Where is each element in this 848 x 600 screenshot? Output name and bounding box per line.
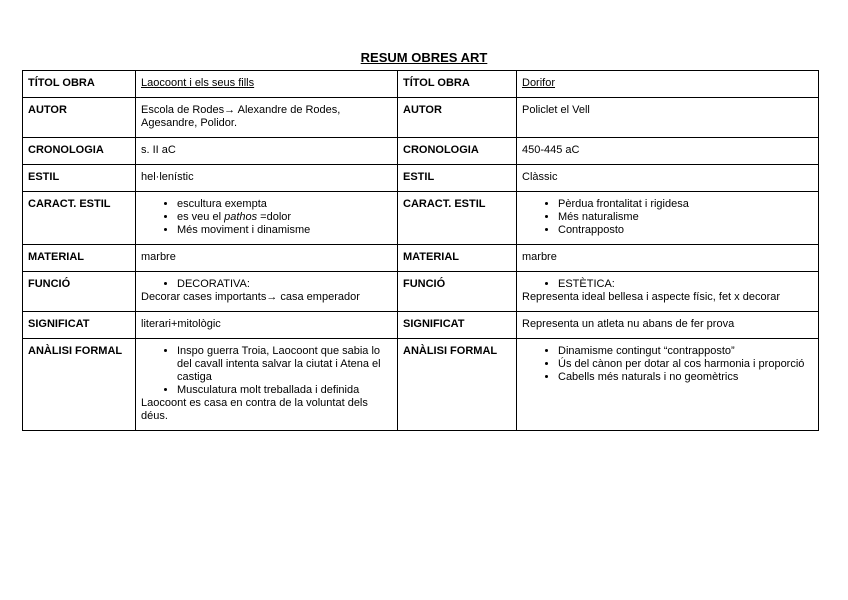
label-significat: SIGNIFICAT — [23, 312, 136, 339]
work1-titol-text: Laocoont i els seus fills — [141, 77, 255, 89]
row-autor — [23, 98, 819, 138]
work1-analisi-text: Laocoont es casa en contra de la voluntat dels déus. — [141, 397, 368, 422]
label-estil-2: ESTIL — [398, 165, 517, 192]
work2-significat: Representa un atleta nu abans de fer prova — [517, 312, 819, 339]
list-item: • Cabells més naturals i no geomètrics — [558, 371, 813, 384]
work2-analisi — [517, 339, 819, 431]
row-estil — [23, 165, 819, 192]
label-estil: ESTIL — [23, 165, 136, 192]
work2-autor: Policlet el Vell — [517, 98, 819, 138]
work1-funcio — [136, 272, 398, 312]
label-funcio: FUNCIÓ — [23, 272, 136, 312]
work2-cronologia: 450-445 aC — [517, 138, 819, 165]
row-significat — [23, 312, 819, 339]
work2-estil: Clàssic — [517, 165, 819, 192]
label-material: MATERIAL — [23, 245, 136, 272]
art-summary-table — [22, 70, 819, 431]
list-item: • DECORATIVA: — [177, 278, 392, 291]
list-item: • Més naturalisme — [558, 211, 813, 224]
work1-estil: hel·lenístic — [136, 165, 398, 192]
work1-funcio-text: Decorar cases importants→ casa emperador — [141, 291, 360, 303]
label-cronologia: CRONOLOGIA — [23, 138, 136, 165]
work2-material: marbre — [517, 245, 819, 272]
label-autor-2: AUTOR — [398, 98, 517, 138]
work1-caract-list — [141, 198, 392, 237]
list-item: • Musculatura molt treballada i definida — [177, 384, 392, 397]
list-item: • Pèrdua frontalitat i rigidesa — [558, 198, 813, 211]
work2-analisi-list — [522, 345, 813, 384]
label-analisi: ANÀLISI FORMAL — [23, 339, 136, 431]
work2-funcio-list — [522, 278, 813, 291]
work1-caract — [136, 192, 398, 245]
work2-funcio — [517, 272, 819, 312]
list-item: • Inspo guerra Troia, Laocoont que sabia lo del cavall intenta salvar la ciutat i Atena el castiga — [177, 345, 392, 384]
label-titol-2: TÍTOL OBRA — [398, 71, 517, 98]
list-item: • escultura exempta — [177, 198, 392, 211]
row-caract — [23, 192, 819, 245]
list-item: • Ús del cànon per dotar al cos harmonia i proporció — [558, 358, 813, 371]
row-analisi — [23, 339, 819, 431]
page-title: RESUM OBRES ART — [360, 50, 488, 65]
list-item — [177, 211, 392, 224]
work1-analisi — [136, 339, 398, 431]
work1-autor: Escola de Rodes→ Alexandre de Rodes, Agesandre, Polidor. — [136, 98, 398, 138]
label-significat-2: SIGNIFICAT — [398, 312, 517, 339]
list-item: • ESTÈTICA: — [558, 278, 813, 291]
label-analisi-2: ANÀLISI FORMAL — [398, 339, 517, 431]
label-autor: AUTOR — [23, 98, 136, 138]
list-item: • Més moviment i dinamisme — [177, 224, 392, 237]
work2-titol — [517, 71, 819, 98]
list-item: • Contrapposto — [558, 224, 813, 237]
pathos-term: pathos — [224, 211, 258, 223]
label-cronologia-2: CRONOLOGIA — [398, 138, 517, 165]
row-funcio — [23, 272, 819, 312]
label-caract: CARACT. ESTIL — [23, 192, 136, 245]
work2-caract — [517, 192, 819, 245]
work1-material: marbre — [136, 245, 398, 272]
label-material-2: MATERIAL — [398, 245, 517, 272]
work1-titol — [136, 71, 398, 98]
work1-significat: literari+mitològic — [136, 312, 398, 339]
row-material — [23, 245, 819, 272]
work2-titol-text: Dorifor — [522, 77, 556, 89]
label-funcio-2: FUNCIÓ — [398, 272, 517, 312]
label-titol: TÍTOL OBRA — [23, 71, 136, 98]
work2-funcio-text: Representa ideal bellesa i aspecte físic, fet x decorar — [522, 291, 781, 303]
label-caract-2: CARACT. ESTIL — [398, 192, 517, 245]
row-cronologia — [23, 138, 819, 165]
work1-analisi-list — [141, 345, 392, 397]
list-item-text: =dolor — [257, 211, 292, 223]
list-item-text: es veu el — [177, 211, 225, 223]
list-item: • Dinamisme contingut “contrapposto” — [558, 345, 813, 358]
work1-funcio-list — [141, 278, 392, 291]
row-titol — [23, 71, 819, 98]
work1-cronologia: s. II aC — [136, 138, 398, 165]
work2-caract-list — [522, 198, 813, 237]
